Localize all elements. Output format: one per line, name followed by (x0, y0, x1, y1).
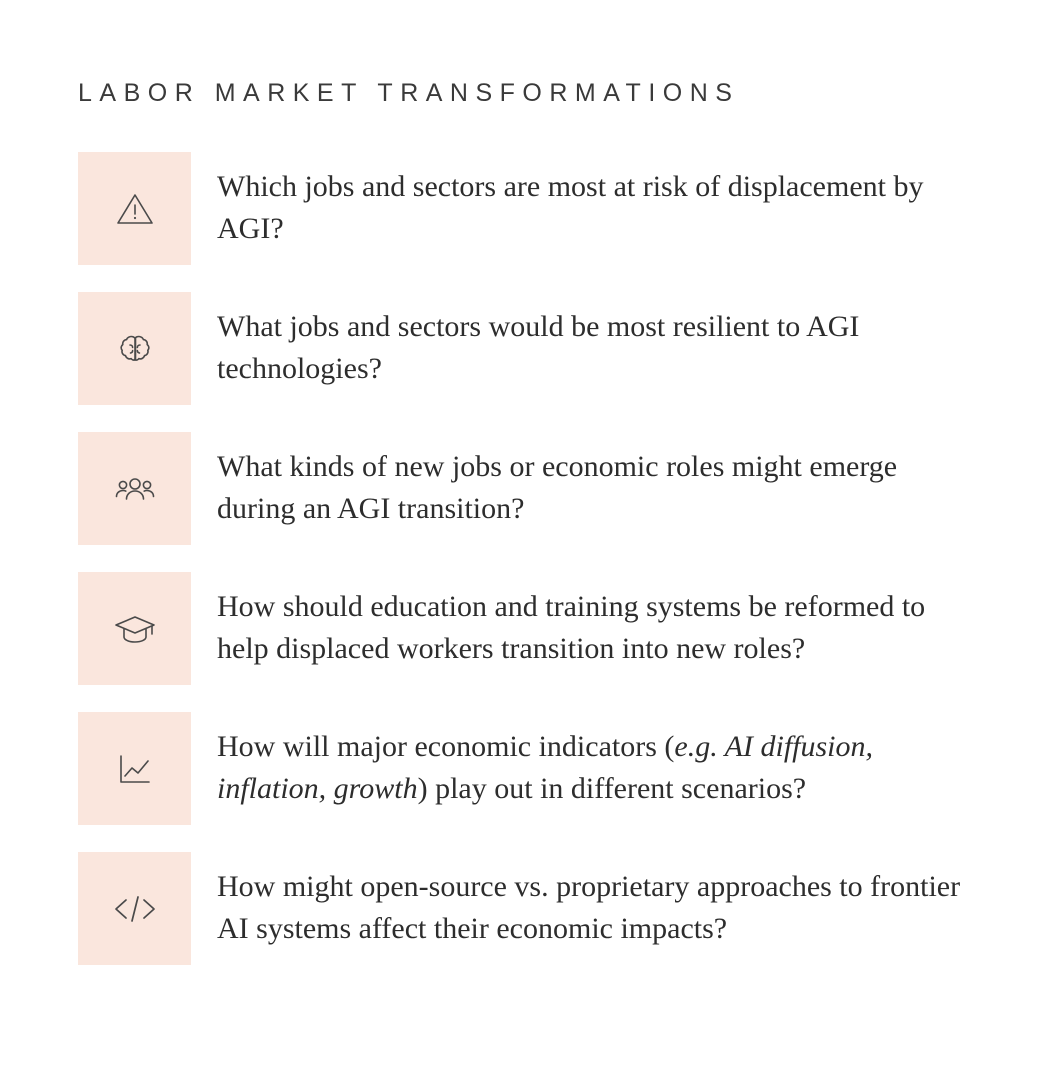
page-title: LABOR MARKET TRANSFORMATIONS (78, 79, 740, 107)
list-item (78, 432, 974, 545)
question-text-before: How will major economic indicators ( (217, 730, 675, 763)
question-text-after: ) play out in different scenarios? (417, 772, 807, 805)
list-item (78, 852, 974, 965)
question-text: Which jobs and sectors are most at risk of displacement by AGI? (217, 170, 924, 245)
question-text: What jobs and sectors would be most resilient to AGI technologies? (217, 310, 860, 385)
list-item (78, 572, 974, 685)
list-item (78, 712, 974, 825)
question-text: What kinds of new jobs or economic roles might emerge during an AGI transition? (217, 450, 898, 525)
brain-icon (78, 292, 191, 405)
warning-triangle-icon (78, 152, 191, 265)
question-list (78, 152, 974, 965)
question-text: How should education and training systems be reformed to help displaced workers transition into new roles? (217, 590, 926, 665)
list-item (78, 152, 974, 265)
question-text: How might open-source vs. proprietary approaches to frontier AI systems affect their economic impacts? (217, 870, 961, 945)
code-brackets-icon (78, 852, 191, 965)
line-chart-icon (78, 712, 191, 825)
graduation-cap-icon (78, 572, 191, 685)
question-text-italic: e.g. AI diffusion, inflation, growth (217, 730, 873, 805)
people-group-icon (78, 432, 191, 545)
question-text (217, 712, 974, 810)
list-item (78, 292, 974, 405)
